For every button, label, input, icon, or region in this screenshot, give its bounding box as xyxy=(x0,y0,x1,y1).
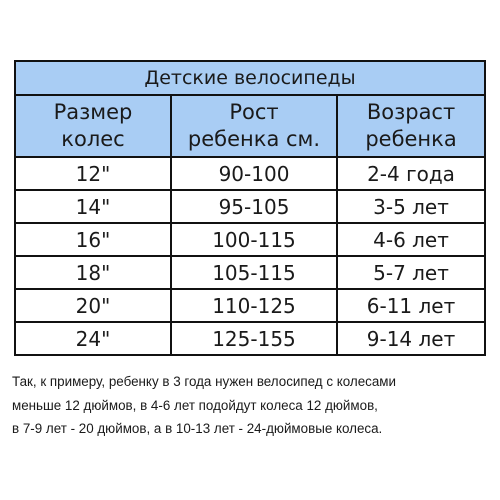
cell-wheel-size: 24" xyxy=(15,322,171,355)
header-child-height-line1: Рост xyxy=(229,100,279,124)
header-wheel-size-line1: Размер xyxy=(53,100,133,124)
cell-child-height: 95-105 xyxy=(171,190,337,223)
cell-child-height: 100-115 xyxy=(171,223,337,256)
header-child-height xyxy=(171,95,337,157)
table-row xyxy=(15,223,485,256)
table-row xyxy=(15,256,485,289)
header-child-age-line1: Возраст xyxy=(366,100,456,124)
advice-note-line: Так, к примеру, ребенку в 3 года нужен велосипед с колесами xyxy=(12,374,396,389)
cell-child-age: 2-4 года xyxy=(337,157,485,190)
table-title: Детские велосипеды xyxy=(15,61,485,95)
table-row xyxy=(15,322,485,355)
advice-note xyxy=(12,370,492,441)
cell-child-age: 5-7 лет xyxy=(337,256,485,289)
cell-child-age: 4-6 лет xyxy=(337,223,485,256)
table-row xyxy=(15,157,485,190)
cell-child-height: 125-155 xyxy=(171,322,337,355)
header-wheel-size xyxy=(15,95,171,157)
cell-child-height: 105-115 xyxy=(171,256,337,289)
advice-note-line: в 7-9 лет - 20 дюймов, а в 10-13 лет - 24-дюймовые колеса. xyxy=(12,421,383,436)
cell-wheel-size: 18" xyxy=(15,256,171,289)
header-child-age-line2: ребенка xyxy=(365,127,457,151)
cell-child-age: 9-14 лет xyxy=(337,322,485,355)
advice-note-line: меньше 12 дюймов, в 4-6 лет подойдут колеса 12 дюймов, xyxy=(12,397,378,413)
cell-child-age: 3-5 лет xyxy=(337,190,485,223)
cell-wheel-size: 12" xyxy=(15,157,171,190)
header-child-height-line2: ребенка см. xyxy=(187,127,321,151)
bike-size-table xyxy=(14,60,486,356)
table-header-row xyxy=(15,95,485,157)
cell-wheel-size: 16" xyxy=(15,223,171,256)
cell-wheel-size: 20" xyxy=(15,289,171,322)
table-row xyxy=(15,190,485,223)
header-child-age xyxy=(337,95,485,157)
cell-wheel-size: 14" xyxy=(15,190,171,223)
table-title-row xyxy=(15,61,485,95)
header-wheel-size-line2: колес xyxy=(61,127,125,151)
cell-child-height: 110-125 xyxy=(171,289,337,322)
cell-child-age: 6-11 лет xyxy=(337,289,485,322)
table-row xyxy=(15,289,485,322)
cell-child-height: 90-100 xyxy=(171,157,337,190)
